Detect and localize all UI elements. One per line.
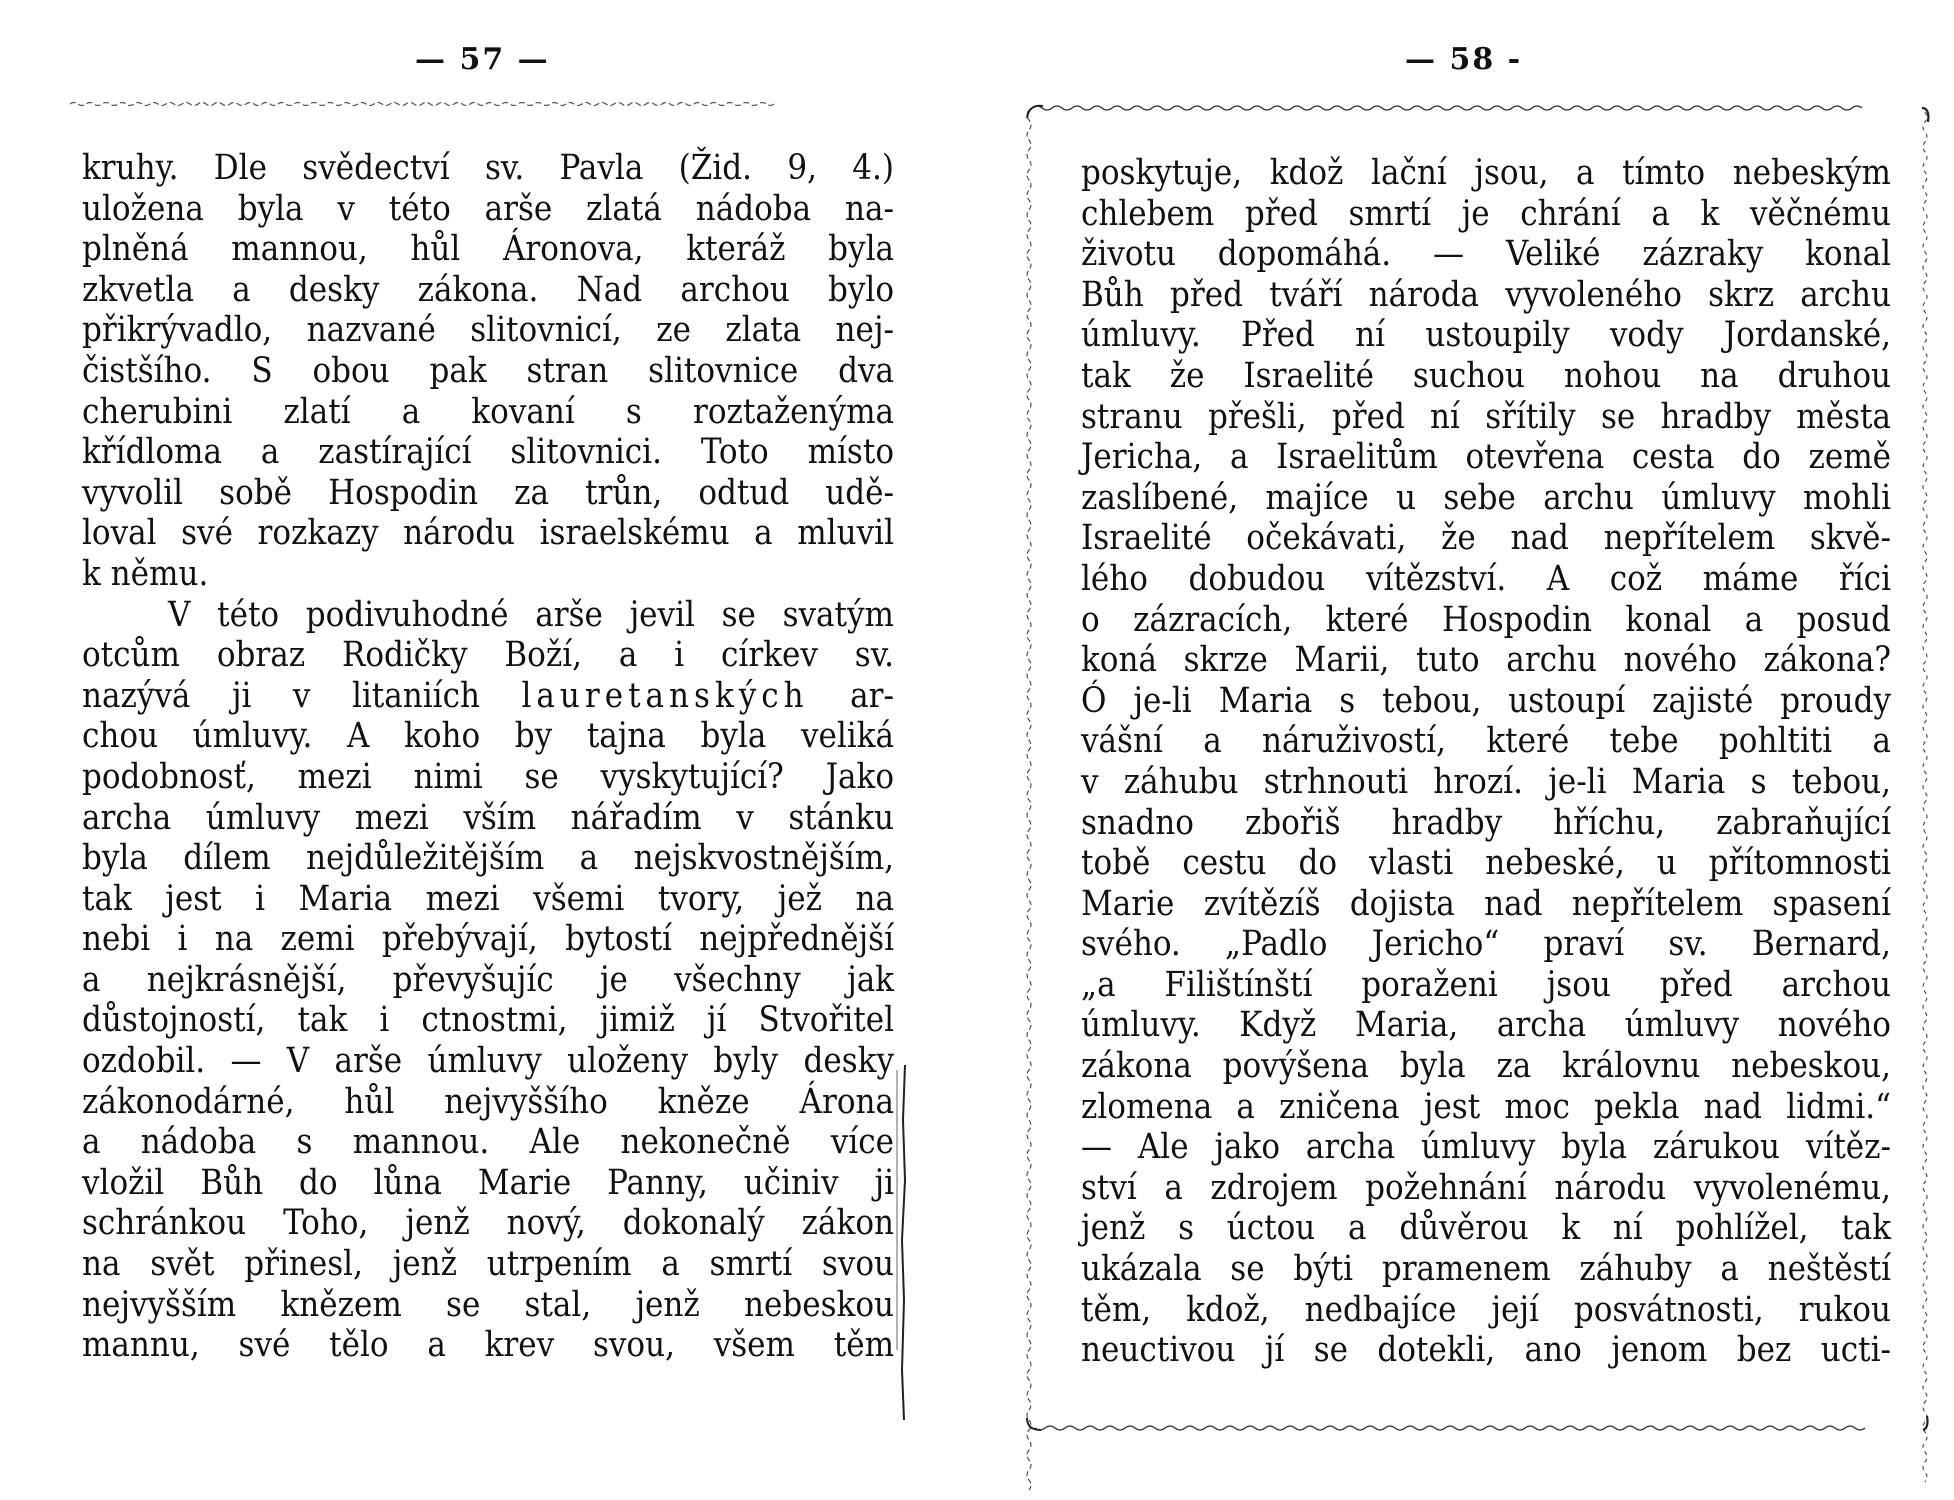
text-line: cherubini zlatí a kovaní s roztaženýma (82, 391, 894, 432)
text-line: kruhy. Dle svědectví sv. Pavla (Žid. 9, 4.) (82, 148, 894, 188)
text-fragment: nazývá ji v litaniích (82, 675, 480, 716)
text-line: ukázala se býti pramenem záhuby a neštěstí (1081, 1249, 1891, 1290)
text-line: Ó je-li Maria s tebou, ustoupí zajisté proudy (1081, 680, 1891, 721)
text-line: tak že Israelité suchou nohou na druhou (1081, 355, 1891, 396)
text-line: přikrývadlo, nazvané slitovnicí, ze zlata nej- (82, 310, 894, 351)
text-line: a nejkrásnější, převyšujíc je všechny jak (82, 959, 894, 1000)
spaced-word: lauretanských (521, 675, 809, 716)
text-line: — Ale jako archa úmluvy byla zárukou vítěz- (1081, 1127, 1891, 1168)
text-line: ství a zdrojem požehnání národu vyvolenému, (1081, 1167, 1891, 1208)
text-line: tobě cestu do vlasti nebeské, u přítomnosti (1081, 843, 1891, 884)
text-line: nebi i na zemi přebývají, bytostí nejpřednější (82, 919, 894, 960)
text-line: Bůh před tváří národa vyvoleného skrz archu (1081, 274, 1891, 315)
text-line: stranu přešli, před ní sřítily se hradby města (1081, 396, 1891, 437)
text-line: nejvyšším knězem se stal, jenž nebeskou (82, 1284, 894, 1325)
text-line: zkvetla a desky zákona. Nad archou bylo (82, 269, 894, 310)
page-number: — 58 - (1405, 42, 1523, 77)
decorative-rule (0, 0, 977, 120)
right-page (977, 0, 1954, 1500)
text-line: v záhubu strhnouti hrozí. je-li Maria s tebou, (1081, 761, 1891, 802)
text-line: úmluvy. Když Maria, archa úmluvy nového (1081, 1005, 1891, 1046)
text-line: snadno zbořiš hradby hříchu, zabraňující (1081, 802, 1891, 843)
text-line: na svět přinesl, jenž utrpením a smrtí svou (82, 1244, 894, 1285)
text-line: uložena byla v této arše zlatá nádoba na- (82, 188, 894, 229)
text-line: schránkou Toho, jenž nový, dokonalý zákon (82, 1203, 894, 1244)
text-line: životu dopomáhá. — Veliké zázraky konal (1081, 234, 1891, 275)
text-line: důstojností, tak i ctnostmi, jimiž jí Stvořitel (82, 1000, 894, 1041)
text-line: jenž s úctou a důvěrou k ní pohlížel, tak (1081, 1208, 1891, 1249)
text-line: k němu. (82, 553, 209, 594)
text-line: zlomena a zničena jest moc pekla nad lidmi.“ (1081, 1086, 1891, 1127)
left-page-text (82, 148, 894, 1366)
page-number: — 57 — (415, 42, 550, 77)
text-line: loval své rozkazy národu israelskému a mluvil (82, 513, 894, 554)
text-line: lého dobudou vítězství. A což máme říci (1081, 558, 1891, 599)
text-line: plněná mannou, hůl Áronova, kteráž byla (82, 229, 894, 270)
right-page-text (1081, 153, 1891, 1371)
text-line: Jericha, a Israelitům otevřena cesta do země (1081, 437, 1891, 478)
text-line: vášní a náruživostí, které tebe pohltiti a (1081, 721, 1891, 762)
text-line: otcům obraz Rodičky Boží, a i církev sv. (82, 635, 894, 676)
text-line: vložil Bůh do lůna Marie Panny, učiniv ji (82, 1162, 894, 1203)
text-line: vyvolil sobě Hospodin za trůn, odtud udě- (82, 472, 894, 513)
text-line: Marie zvítězíš dojista nad nepřítelem spasení (1081, 883, 1891, 924)
text-line-spaced (82, 676, 894, 717)
text-line: byla dílem nejdůležitějším a nejskvostnějším, (82, 838, 894, 879)
text-line: chou úmluvy. A koho by tajna byla veliká (82, 716, 894, 757)
text-line: zaslíbené, majíce u sebe archu úmluvy mohli (1081, 477, 1891, 518)
text-line: a nádoba s mannou. Ale nekonečně více (82, 1122, 894, 1163)
text-line: neuctivou jí se dotekli, ano jenom bez ucti- (1081, 1330, 1891, 1371)
text-line: V této podivuhodné arše jevil se svatým (168, 594, 894, 635)
text-line: chlebem před smrtí je chrání a k věčnému (1081, 193, 1891, 234)
text-line: mannu, své tělo a krev svou, všem těm (82, 1325, 894, 1366)
text-line: Israelité očekávati, že nad nepřítelem skvě- (1081, 518, 1891, 559)
text-line: poskytuje, kdož lační jsou, a tímto nebeským (1081, 153, 1891, 193)
text-line: archa úmluvy mezi vším nářadím v stánku (82, 797, 894, 838)
text-fragment: ar- (850, 675, 894, 716)
text-line: křídloma a zastírající slitovnici. Toto místo (82, 432, 894, 473)
text-line: zákona povýšena byla za královnu nebeskou, (1081, 1046, 1891, 1087)
text-line: ozdobil. — V arše úmluvy uloženy byly desky (82, 1041, 894, 1082)
text-line: svého. „Padlo Jericho“ praví sv. Bernard, (1081, 924, 1891, 965)
text-line: čistšího. S obou pak stran slitovnice dva (82, 350, 894, 391)
text-line: „a Filištínští poraženi jsou před archou (1081, 964, 1891, 1005)
text-line: úmluvy. Před ní ustoupily vody Jordanské, (1081, 315, 1891, 356)
text-line: podobnosť, mezi nimi se vyskytující? Jako (82, 756, 894, 797)
text-line: o zázracích, které Hospodin konal a posud (1081, 599, 1891, 640)
text-line: koná skrze Marii, tuto archu nového zákona? (1081, 640, 1891, 681)
text-line: zákonodárné, hůl nejvyššího kněze Árona (82, 1081, 894, 1122)
text-line: tak jest i Maria mezi všemi tvory, jež na (82, 878, 894, 919)
text-line: těm, kdož, nedbajíce její posvátnosti, rukou (1081, 1289, 1891, 1330)
